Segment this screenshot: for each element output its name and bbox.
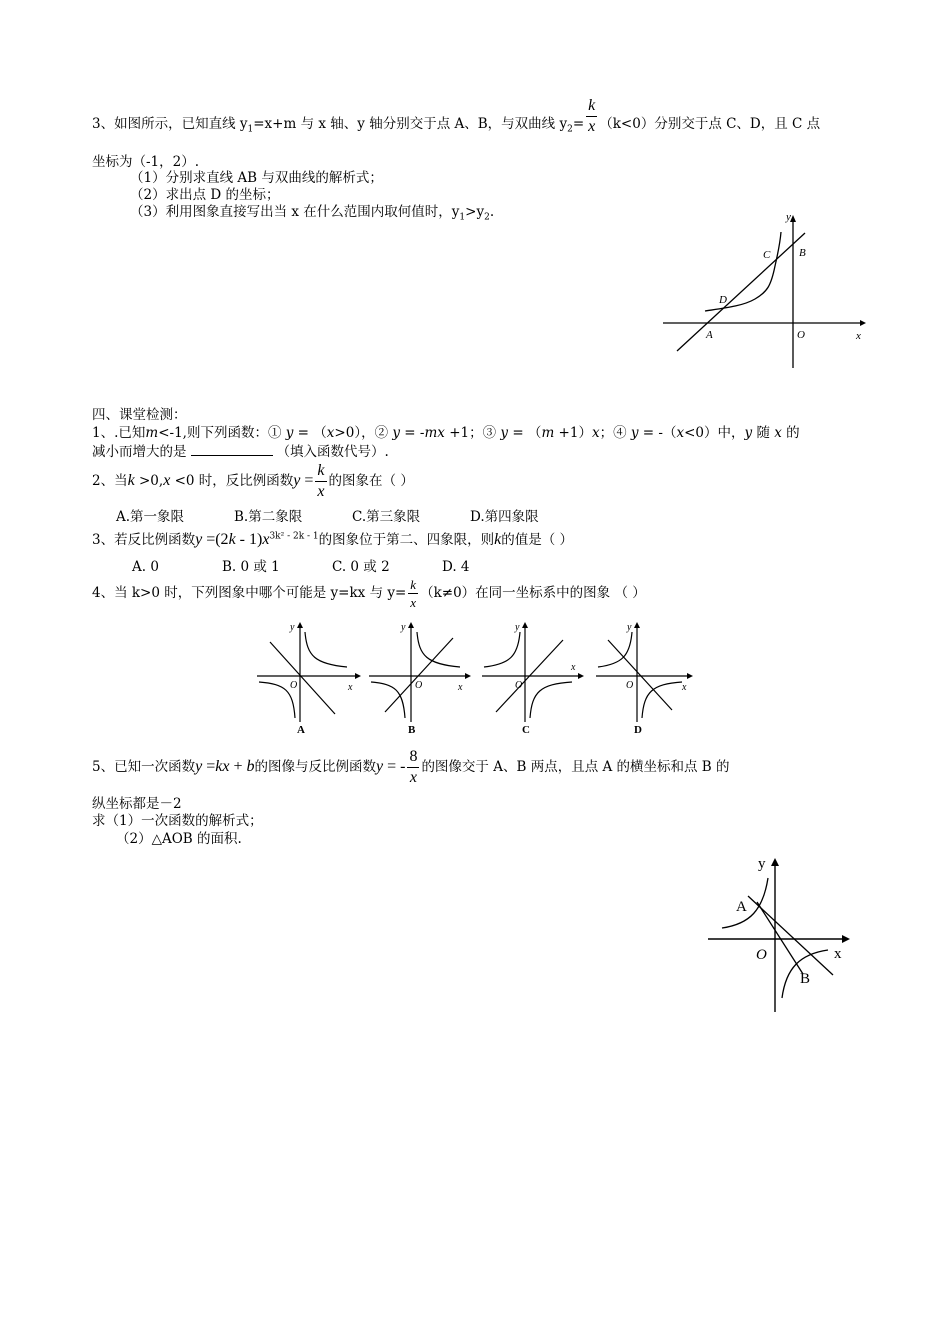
q3-intro-text-b: =x+m 与 x 轴、y 轴分别交于点 A、B，与双曲线 y	[253, 116, 568, 132]
s4-q2-option-c[interactable]: C.第三象限	[352, 509, 421, 525]
s4-q2-den: x	[317, 483, 325, 500]
s4-q1-m: m	[145, 425, 159, 441]
s4-q1-mx: mx	[424, 425, 445, 441]
q5-line-oa	[757, 902, 803, 974]
q3-y-arrow-icon	[790, 215, 796, 222]
s4-q3-text-c: 的值是（ ）	[501, 532, 574, 548]
s4-q1-f4: = -（	[638, 425, 677, 441]
s4-q2-text-a: 2、当	[92, 473, 128, 489]
s4-q1-y1: y	[285, 425, 294, 441]
graph-b-branch-2	[371, 682, 405, 718]
s4-q1-f5: 随	[752, 425, 775, 441]
s4-q1-x4: x	[676, 425, 685, 441]
q3-intro-text-c: （k<0）分别交于点 C、D，且 C 点	[599, 116, 821, 132]
q5-label-y: y	[758, 856, 766, 872]
q3-frac-num: k	[586, 98, 597, 117]
q3-item3-sub2: 2	[484, 212, 490, 223]
q3-intro-text-a: 3、如图所示，已知直线 y	[92, 116, 248, 132]
graph-a-line	[270, 642, 335, 714]
s4-q3-k2: k	[494, 531, 502, 548]
s4-q1-y3: y	[500, 425, 509, 441]
q3-x-arrow-icon	[860, 320, 866, 326]
s4-q1-f1b: >0），②	[334, 425, 393, 441]
graph-c-x-label: x	[571, 662, 576, 673]
graph-d-x-arrow-icon	[687, 673, 693, 679]
s4-q1-text-a: 1、.已知	[92, 425, 146, 441]
s4-q2-num: k	[315, 463, 326, 482]
s4-q3-k: k	[228, 531, 236, 548]
graph-d-letter: D	[634, 724, 642, 736]
graph-c-x-arrow-icon	[578, 673, 584, 679]
graph-a-branch-1	[305, 632, 347, 667]
q3-item3-sub1: 1	[459, 212, 466, 223]
graph-c-y-arrow-icon	[522, 622, 528, 628]
q3-label-c: C	[763, 249, 771, 261]
graph-d-branch-2	[642, 682, 682, 718]
s4-q5-line3: 求（1）一次函数的解析式；	[92, 813, 263, 829]
graph-d-y-label: y	[627, 622, 632, 633]
section4-title: 四、课堂检测：	[92, 407, 187, 423]
s4-q1-x3: x	[591, 425, 600, 441]
s4-q3-options	[132, 555, 470, 575]
s4-q2-options	[116, 505, 539, 525]
graph-c-letter: C	[522, 724, 530, 736]
s4-q1-f2b: +1；③	[444, 425, 501, 441]
q3-item2: （2）求出点 D 的坐标；	[130, 187, 280, 203]
s4-q3-option-d[interactable]: D. 4	[442, 559, 470, 575]
s4-q3	[92, 528, 573, 549]
graph-a-letter: A	[297, 724, 305, 736]
s4-q1-f4b: <0）中，	[684, 425, 745, 441]
s4-q2-eq: =	[300, 472, 314, 489]
s4-q1-text-b: <-1,则下列函数：①	[158, 425, 286, 441]
s4-q1-f3b: +1）	[554, 425, 592, 441]
q3-intro	[92, 97, 821, 135]
s4-q3-x: x	[262, 531, 270, 548]
graph-d-o-label: O	[626, 680, 634, 691]
graph-d-line	[608, 640, 672, 710]
s4-q1-f1: = （	[293, 425, 327, 441]
q5-label-b: B	[800, 971, 811, 987]
q5-x-arrow-icon	[842, 935, 850, 943]
graph-d-x-label: x	[682, 682, 687, 693]
s4-q1-line2	[92, 440, 389, 460]
q3-figure	[655, 208, 870, 373]
s4-q1-y2: y	[392, 425, 401, 441]
s4-q5-den: x	[409, 769, 417, 786]
graph-b-line	[385, 638, 453, 712]
s4-q3-minus: - 1)	[235, 531, 263, 548]
s4-q2-text-d: 的图象在（ ）	[328, 473, 414, 489]
s4-q5-line2: 纵坐标都是－2	[92, 796, 182, 812]
s4-q1-y4: y	[630, 425, 639, 441]
s4-q3-option-c[interactable]: C. 0 或 2	[332, 559, 390, 575]
q3-label-a: A	[706, 329, 713, 341]
s4-q4-graph-c[interactable]	[478, 620, 588, 738]
q5-label-a: A	[736, 899, 747, 915]
s4-q2-k: k	[127, 472, 135, 489]
q3-line2: 坐标为（-1，2）.	[92, 154, 200, 170]
graph-a-y-arrow-icon	[297, 622, 303, 628]
s4-q5-y2: y	[375, 758, 384, 775]
graph-b-x-arrow-icon	[465, 673, 471, 679]
s4-q4-fraction	[408, 578, 418, 609]
s4-q5-b: b	[246, 758, 255, 775]
q3-line-ab	[677, 233, 805, 351]
s4-q2-fraction	[315, 463, 326, 500]
s4-q5-plus: +	[229, 758, 247, 775]
s4-q5-eq: =	[202, 758, 216, 775]
s4-q1-f2: = -	[400, 425, 425, 441]
q3-item3-end: .	[489, 204, 495, 220]
s4-q2-y: y	[293, 472, 301, 489]
graph-a-x-arrow-icon	[355, 673, 361, 679]
graph-b-o-label: O	[415, 680, 423, 691]
q3-label-d: D	[719, 294, 727, 306]
q3-item3	[130, 200, 494, 223]
s4-q3-y: y	[195, 531, 203, 548]
graph-b-y-label: y	[401, 622, 406, 633]
s4-q1-m3: m	[541, 425, 555, 441]
s4-q5-line4: （2）△AOB 的面积.	[116, 831, 242, 847]
q3-fraction	[586, 98, 597, 135]
s4-q5	[92, 749, 730, 786]
s4-q1-x5: x	[774, 425, 782, 441]
q3-sub1: 1	[247, 124, 254, 135]
s4-q5-fraction	[407, 749, 419, 786]
s4-q4-text-a: 4、当 k>0 时，下列图象中哪个可能是 y=kx 与 y=	[92, 585, 407, 601]
s4-q4-den: x	[410, 595, 417, 610]
s4-q5-figure	[700, 850, 860, 1015]
q3-frac-den: x	[588, 118, 596, 135]
s4-q1-f3c: ；④	[599, 425, 631, 441]
s4-q1-line2-end: （填入函数代号）.	[276, 444, 389, 460]
s4-q4-num: k	[410, 577, 417, 592]
q3-label-b: B	[799, 247, 806, 259]
s4-q5-text-c: 的图像交于 A、B 两点，且点 A 的横坐标和点 B 的	[421, 759, 730, 775]
s4-q2-text-b: >0,	[134, 473, 164, 489]
s4-q1-x1: x	[326, 425, 335, 441]
graph-c-y-label: y	[515, 622, 520, 633]
s4-q5-kx: kx	[215, 758, 230, 775]
q3-hyperbola	[705, 232, 781, 311]
q3-label-y: y	[786, 211, 791, 223]
graph-b-branch-1	[417, 632, 460, 667]
s4-q1-f5b: 的	[781, 425, 800, 441]
s4-q5-eq2: = -	[383, 758, 406, 775]
graph-a-o-label: O	[290, 680, 298, 691]
q3-item1: （1）分别求直线 AB 与双曲线的解析式；	[130, 170, 383, 186]
s4-q1-line2-text: 减小而增大的是	[92, 444, 187, 460]
q3-label-x: x	[856, 330, 861, 342]
graph-c-o-label: O	[515, 680, 523, 691]
s4-q2	[92, 463, 414, 500]
s4-q2-option-d[interactable]: D.第四象限	[470, 509, 539, 525]
s4-q2-option-b[interactable]: B.第二象限	[234, 509, 303, 525]
s4-q4-graph-b[interactable]	[365, 620, 475, 738]
graph-c-branch-2	[530, 682, 572, 718]
s4-q4-graph-d[interactable]	[592, 620, 702, 738]
s4-q3-text-a: 3、若反比例函数	[92, 532, 196, 548]
s4-q3-eq: =(2	[202, 531, 229, 548]
q5-label-x: x	[834, 946, 842, 962]
s4-q4	[92, 576, 646, 610]
s4-q3-exponent: 3k² - 2k - 1	[269, 531, 319, 542]
s4-q5-text-a: 5、已知一次函数	[92, 759, 196, 775]
s4-q3-option-a[interactable]: A. 0	[132, 559, 159, 575]
graph-b-y-arrow-icon	[408, 622, 414, 628]
graph-d-y-arrow-icon	[634, 622, 640, 628]
s4-q2-option-a[interactable]: A.第一象限	[116, 509, 185, 525]
s4-q5-text-b: 的图像与反比例函数	[254, 759, 376, 775]
q3-eq: =	[572, 116, 585, 132]
s4-q4-graph-a[interactable]	[255, 620, 365, 738]
s4-q3-text-b: 的图象位于第二、四象限，则	[318, 532, 495, 548]
s4-q4-text-b: （k≠0）在同一坐标系中的图象 （ ）	[420, 585, 646, 601]
q5-y-arrow-icon	[771, 858, 779, 866]
graph-a-y-label: y	[290, 622, 295, 633]
s4-q2-x: x	[163, 472, 171, 489]
s4-q1-y5: y	[744, 425, 753, 441]
s4-q2-text-c: <0 时，反比例函数	[170, 473, 294, 489]
graph-b-letter: B	[408, 724, 416, 736]
graph-b-x-label: x	[458, 682, 463, 693]
graph-a-x-label: x	[348, 682, 353, 693]
s4-q1-line1	[92, 421, 800, 441]
s4-q1-f3: = （	[508, 425, 542, 441]
graph-d-branch-1	[598, 632, 632, 667]
graph-c-branch-1	[484, 632, 520, 667]
q3-item3-text: （3）利用图象直接写出当 x 在什么范围内取何值时，y	[130, 204, 460, 220]
s4-q5-num: 8	[407, 749, 419, 768]
s4-q1-answer-blank[interactable]	[191, 443, 273, 456]
s4-q5-y: y	[195, 758, 203, 775]
q3-item3-gt: >y	[465, 204, 485, 220]
q3-label-o: O	[797, 329, 805, 341]
q5-label-o: O	[756, 947, 767, 963]
q3-sub2: 2	[567, 124, 573, 135]
s4-q3-option-b[interactable]: B. 0 或 1	[222, 559, 280, 575]
